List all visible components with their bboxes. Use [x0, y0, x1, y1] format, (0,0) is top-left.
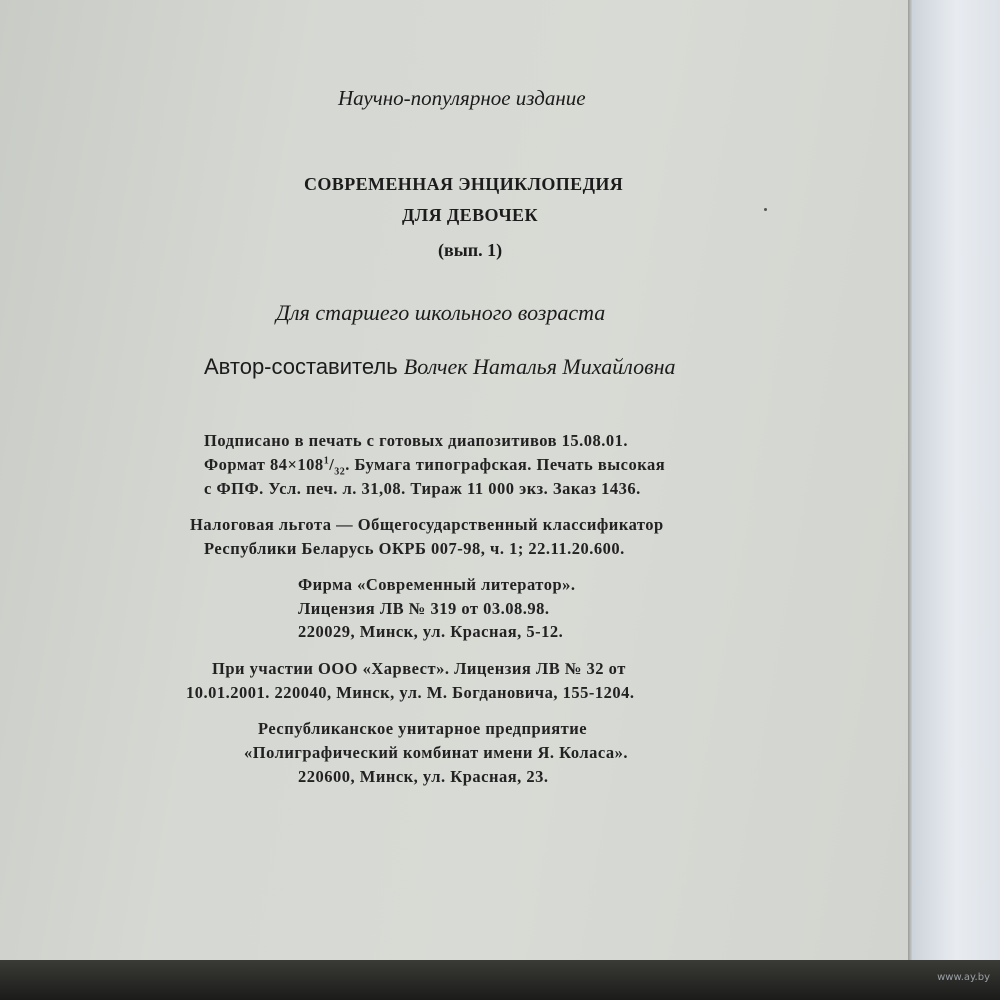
imprint-printer-3: 220600, Минск, ул. Красная, 23. — [298, 767, 549, 786]
imprint-partner-2: 10.01.2001. 220040, Минск, ул. М. Богдановича, 155-1204. — [186, 683, 635, 702]
next-page-edge — [912, 0, 1000, 960]
watermark: www.ay.by — [937, 972, 990, 983]
imprint-signed: Подписано в печать с готовых диапозитивов 15.08.01. — [204, 431, 629, 450]
author-line — [204, 354, 676, 380]
format-sup: 1 — [323, 455, 330, 467]
imprint-tax-1: Налоговая льгота — Общегосударственный классификатор — [190, 515, 664, 534]
imprint-firm-2: Лицензия ЛВ № 319 от 03.08.98. — [298, 599, 550, 618]
imprint-printer-2: «Полиграфический комбинат имени Я. Коласа». — [244, 743, 629, 762]
format-prefix: Формат 84×108 — [204, 455, 324, 474]
issue-number: (вып. 1) — [438, 240, 503, 260]
speck — [764, 208, 767, 211]
author-name: Волчек Наталья Михайловна — [403, 354, 676, 379]
imprint-firm-3: 220029, Минск, ул. Красная, 5-12. — [298, 622, 564, 641]
edition-type: Научно-популярное издание — [338, 86, 586, 110]
bottom-shadow — [0, 960, 1000, 1000]
title-line-1: СОВРЕМЕННАЯ ЭНЦИКЛОПЕДИЯ — [304, 174, 624, 194]
imprint-print-details: с ФПФ. Усл. печ. л. 31,08. Тираж 11 000 экз. Заказ 1436. — [204, 479, 641, 498]
imprint-firm-1: Фирма «Современный литератор». — [298, 575, 576, 594]
imprint-printer-1: Республиканское унитарное предприятие — [258, 719, 588, 738]
author-label: Автор-составитель — [204, 354, 398, 379]
imprint-tax-2: Республики Беларусь ОКРБ 007-98, ч. 1; 22.11.20.600. — [204, 539, 625, 558]
format-suffix: . Бумага типографская. Печать высокая — [345, 455, 666, 474]
imprint-partner-1: При участии ООО «Харвест». Лицензия ЛВ № 32 от — [212, 659, 626, 678]
imprint-format: Формат $84\times 108^1/_{32}$. Бумага типографская. Печать высокая — [204, 455, 666, 478]
format-sub: 32 — [334, 466, 346, 478]
title-line-2: ДЛЯ ДЕВОЧЕК — [402, 205, 538, 225]
audience: Для старшего школьного возраста — [276, 300, 606, 325]
